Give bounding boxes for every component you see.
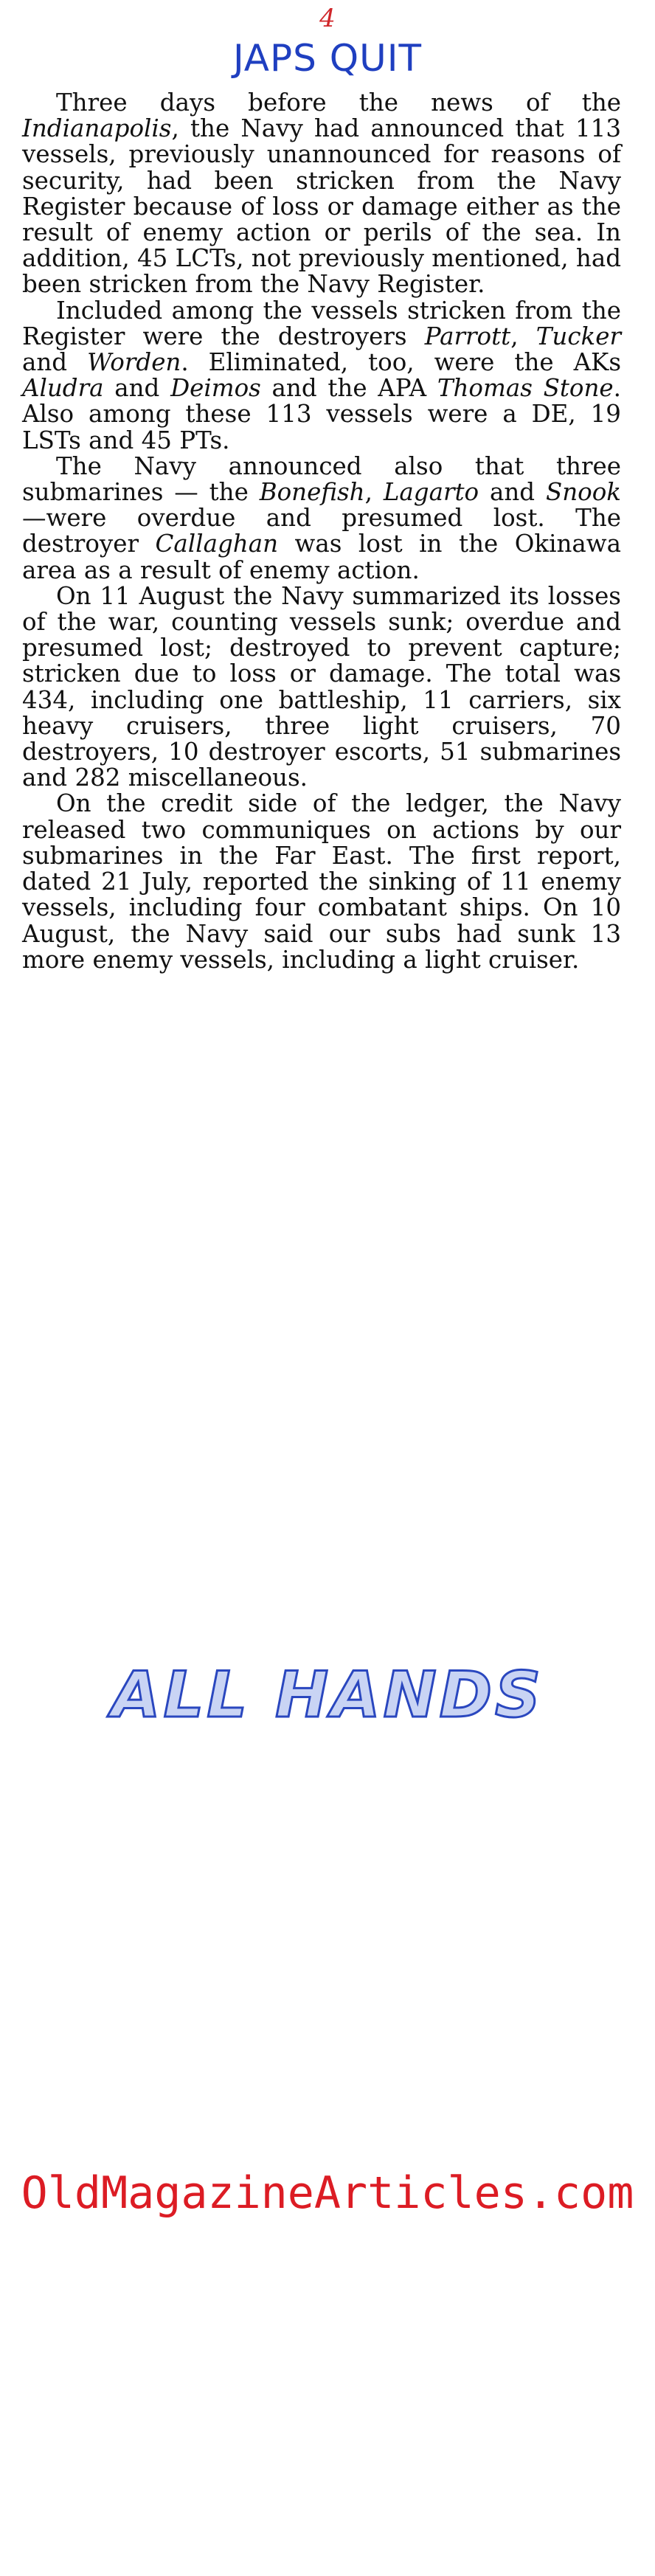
- paragraph-2-text-c: and: [22, 348, 88, 377]
- paragraph-2-text-b: ,: [510, 322, 536, 350]
- article-headline: JAPS QUIT: [232, 37, 423, 80]
- ship-name-callaghan: Callaghan: [155, 530, 278, 558]
- ship-name-snook: Snook: [545, 478, 621, 507]
- paragraph-3-text-a: The Navy announced also that three submarines — the: [22, 451, 621, 507]
- paragraph-2-text-d: . Eliminated, too, were the AKs: [181, 348, 621, 377]
- ship-name-lagarto: Lagarto: [383, 478, 479, 507]
- paragraph-2-text-f: and the APA: [260, 374, 437, 403]
- paragraph-3-text-e: was lost in the Okinawa area as a result of enemy action.: [22, 530, 622, 584]
- ship-name-aludra: Aludra: [22, 374, 104, 403]
- paragraph-2-text-a: Included among the vessels stricken from the Register were the destroyers: [22, 296, 621, 350]
- paragraph-3-text-b: ,: [364, 478, 384, 507]
- paragraph-5: On the credit side of the ledger, the Navy released two communiques on actions by our submarines in the Far East. The first report, dated 21 July, reported the sinking of 11 enemy vessels, including four combatant ships. On 10 August, the Navy said our subs had sunk 13 more enemy vessels, including a light cruiser.: [22, 789, 621, 974]
- paragraph-2-text-g: . Also among these 113 vessels were a DE, 19 LSTs and 45 PTs.: [22, 374, 621, 454]
- paragraph-4: On 11 August the Navy summarized its losses of the war, counting vessels sunk; overdue and presumed lost; destroyed to prevent capture; stricken due to loss or damage. The total was 434, including one battleship, 11 carriers, six heavy cruisers, three light cruisers, 70 destroyers, 10 destroyer escorts, 51 submarines and 282 miscellaneous.: [22, 581, 621, 792]
- ship-name-tucker: Tucker: [536, 322, 621, 350]
- page-number: 4: [319, 4, 336, 33]
- paragraph-3: [22, 451, 622, 584]
- paragraph-1-text-b: , the Navy had announced that 113 vessels, previously unannounced for reasons of security, had been stricken from the Navy Register because of loss or damage either as the result of enemy action or perils of the sea. In addition, 45 LCTs, not previously mentioned, had been stricken from the Navy Register.: [22, 114, 622, 299]
- article-body: [22, 90, 621, 973]
- ship-name-thomas-stone: Thomas Stone: [437, 374, 614, 403]
- paragraph-2: [22, 298, 621, 454]
- ship-name-deimos: Deimos: [170, 374, 261, 403]
- ship-name-worden: Worden: [87, 348, 181, 377]
- ship-name-indianapolis: Indianapolis: [22, 114, 172, 143]
- paragraph-1: [22, 90, 621, 298]
- ship-name-bonefish: Bonefish: [259, 478, 365, 507]
- paragraph-1-text-a: Three days before the news of the: [56, 89, 621, 117]
- ship-name-parrott: Parrott: [424, 322, 511, 350]
- paragraph-3-text-d: —were overdue and presumed lost. The destroyer: [22, 504, 621, 558]
- paragraph-3-text-c: and: [479, 478, 546, 507]
- all-hands-logo: ALL HANDS: [111, 1658, 544, 1732]
- site-url[interactable]: OldMagazineArticles.com: [21, 2167, 634, 2219]
- paragraph-2-text-e: and: [103, 374, 171, 403]
